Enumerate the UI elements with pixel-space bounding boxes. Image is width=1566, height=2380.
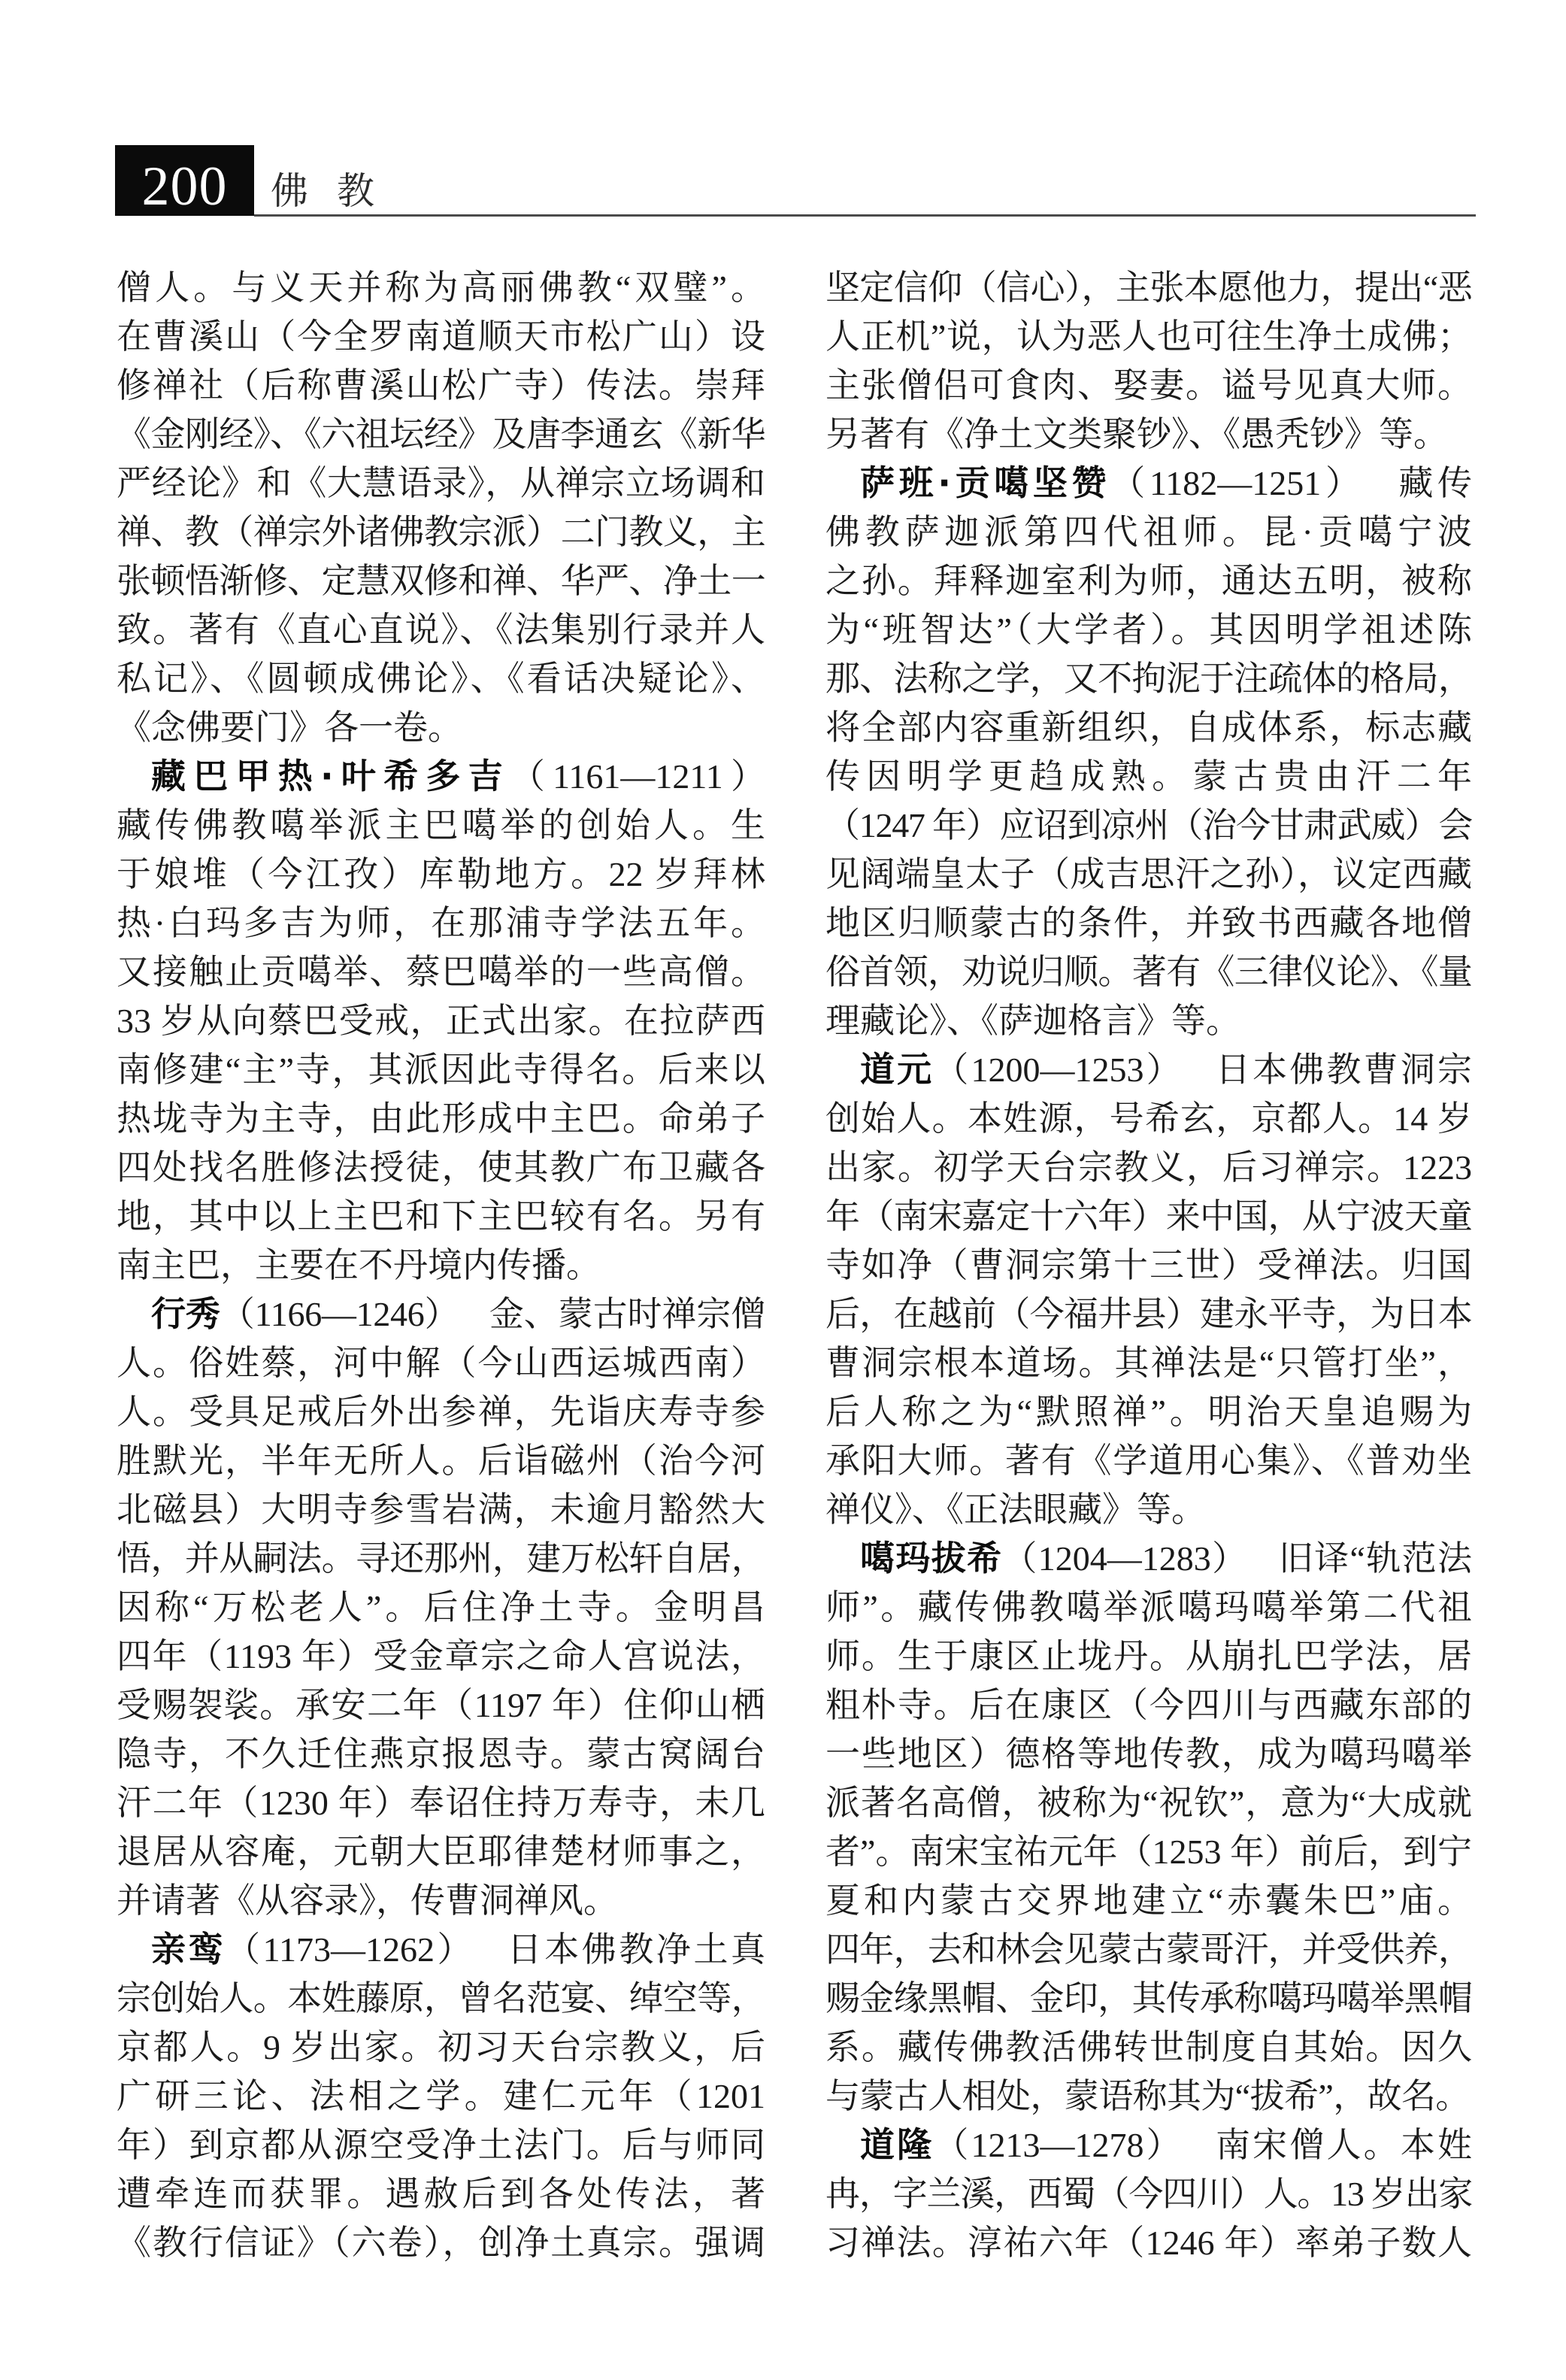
text-line: 胜默光，半年无所人。后诣磁州（治今河 bbox=[117, 1442, 765, 1480]
continued-entry bbox=[117, 263, 765, 752]
page-number bbox=[115, 145, 254, 216]
text-line: 人。受具足戒后外出参禅，先诣庆寿寺参 bbox=[117, 1393, 765, 1431]
text-line: 为“班智达”（大学者）。其因明学祖述陈 bbox=[825, 611, 1472, 649]
text-line: 粗朴寺。后在康区（今四川与西藏东部的 bbox=[825, 1686, 1472, 1724]
entry-lead-text: 日本佛教净土真 bbox=[504, 1930, 766, 1969]
entry-headline bbox=[825, 459, 1472, 508]
text-line: 致。著有《直心直说》、《法集别行录并人 bbox=[117, 611, 765, 649]
text-line: 赐金缘黑帽、金印，其传承称噶玛噶举黑帽 bbox=[825, 1979, 1472, 2018]
text-line: 见阔端皇太子（成吉思汗之孙），议定西藏 bbox=[825, 855, 1472, 893]
text-line: 派著名高僧，被称为“祝钦”，意为“大成就 bbox=[825, 1784, 1472, 1822]
text-line: 广研三论、法相之学。建仁元年（1201 bbox=[117, 2077, 765, 2115]
text-line: 那、法称之学，又不拘泥于注疏体的格局， bbox=[825, 659, 1472, 698]
entry-headword: 行秀 bbox=[151, 1293, 220, 1334]
text-line: 人。俗姓蔡，河中解（今山西运城西南） bbox=[117, 1344, 765, 1382]
entry-headline bbox=[117, 1925, 765, 1974]
entry-dates: （1204—1283） bbox=[1002, 1539, 1248, 1578]
text-line: 汗二年（1230 年）奉诏住持万寿寺，未几 bbox=[117, 1784, 765, 1822]
entry-lead-text: 南宋僧人。本姓 bbox=[1213, 2126, 1473, 2164]
text-line: 传因明学更趋成熟。蒙古贵由汗二年 bbox=[825, 757, 1472, 796]
text-line: 夏和内蒙古交界地建立“赤囊朱巴”庙。 bbox=[825, 1881, 1472, 1920]
text-line: （1247 年）应诏到凉州（治今甘肃武威）会 bbox=[825, 806, 1472, 844]
text-line: 年（南宋嘉定十六年）来中国，从宁波天童 bbox=[825, 1197, 1472, 1235]
text-line: 南修建“主”寺，其派因此寺得名。后来以 bbox=[117, 1051, 765, 1089]
entry-lead-text: 日本佛教曹洞宗 bbox=[1213, 1051, 1473, 1089]
text-line: 并请著《从容录》，传曹洞禅风。 bbox=[117, 1881, 618, 1920]
dictionary-entry bbox=[117, 1290, 765, 1925]
text-line: 又接触止贡噶举、蔡巴噶举的一些高僧。 bbox=[117, 953, 765, 991]
text-line: 四处找名胜修法授徒，使其教广布卫藏各 bbox=[117, 1148, 765, 1187]
text-line: 《教行信证》（六卷），创净土真宗。强调 bbox=[117, 2224, 765, 2262]
text-line: 习禅法。淳祐六年（1246 年）率弟子数人 bbox=[825, 2224, 1472, 2262]
text-line: 另著有《净土文类聚钞》、《愚秃钞》等。 bbox=[825, 415, 1448, 453]
entry-headline bbox=[825, 2121, 1472, 2169]
text-line: 俗首领，劝说归顺。著有《三律仪论》、《量 bbox=[825, 953, 1472, 991]
right-column bbox=[825, 263, 1472, 2267]
dictionary-entry bbox=[117, 752, 765, 1290]
entry-headword: 道隆 bbox=[860, 2124, 934, 2165]
text-line: 一些地区）德格等地传教，成为噶玛噶举 bbox=[825, 1735, 1472, 1773]
text-line: 者”。南宋宝祐元年（1253 年）前后，到宁 bbox=[825, 1833, 1472, 1871]
page-number-text: 200 bbox=[141, 156, 228, 217]
text-line: 冉，字兰溪，西蜀（今四川）人。13 岁出家 bbox=[825, 2175, 1472, 2213]
text-line: 年）到京都从源空受净土法门。后与师同 bbox=[117, 2126, 765, 2164]
text-line: 因称“万松老人”。后住净土寺。金明昌 bbox=[117, 1588, 765, 1627]
text-line: 热垅寺为主寺，由此形成中主巴。命弟子 bbox=[117, 1099, 765, 1138]
text-line: 创始人。本姓源，号希玄，京都人。14 岁 bbox=[825, 1099, 1472, 1138]
entry-headword: 藏巴甲热·叶希多吉 bbox=[151, 756, 510, 796]
text-line: 将全部内容重新组织，自成体系，标志藏 bbox=[825, 708, 1472, 747]
section-title: 佛教 bbox=[271, 169, 403, 213]
text-line: 地，其中以上主巴和下主巴较有名。另有 bbox=[117, 1197, 765, 1235]
text-line: 私记》、《圆顿成佛论》、《看话决疑论》、 bbox=[117, 659, 765, 698]
entry-headword: 亲鸾 bbox=[151, 1929, 226, 1969]
text-line: 师”。藏传佛教噶举派噶玛噶举第二代祖 bbox=[825, 1588, 1472, 1627]
entry-dates: （1182—1251） bbox=[1110, 464, 1365, 502]
text-line: 京都人。9 岁出家。初习天台宗教义，后 bbox=[117, 2028, 765, 2066]
text-line: 后人称之为“默照禅”。明治天皇追赐为 bbox=[825, 1393, 1472, 1431]
entry-headline bbox=[825, 1534, 1472, 1583]
entry-headword: 萨班·贡噶坚赞 bbox=[860, 462, 1111, 503]
header-rule bbox=[254, 214, 1476, 217]
text-line: 承阳大师。著有《学道用心集》、《普劝坐 bbox=[825, 1442, 1472, 1480]
text-line: 曹洞宗根本道场。其禅法是“只管打坐”， bbox=[825, 1344, 1472, 1382]
entry-headline bbox=[117, 1290, 765, 1339]
left-column bbox=[117, 263, 765, 2267]
text-line: 《念佛要门》各一卷。 bbox=[117, 708, 462, 747]
entry-dates: （1166—1246） bbox=[220, 1295, 459, 1333]
text-line: 严经论》和《大慧语录》，从禅宗立场调和 bbox=[117, 464, 765, 502]
text-line: 热·白玛多吉为师，在那浦寺学法五年。 bbox=[117, 904, 765, 942]
text-line: 禅、教（禅宗外诸佛教宗派）二门教义，主 bbox=[117, 513, 765, 551]
text-line: 四年，去和林会见蒙古蒙哥汗，并受供养， bbox=[825, 1930, 1472, 1969]
continued-entry bbox=[825, 263, 1472, 459]
dictionary-entry bbox=[117, 1925, 765, 2267]
text-line: 宗创始人。本姓藤原，曾名范宴、绰空等， bbox=[117, 1979, 765, 2018]
text-line: 隐寺，不久迁住燕京报恩寺。蒙古窝阔台 bbox=[117, 1735, 765, 1773]
text-line: 《金刚经》、《六祖坛经》及唐李通玄《新华 bbox=[117, 415, 765, 453]
text-line: 主张僧侣可食肉、娶妻。谥号见真大师。 bbox=[825, 366, 1472, 405]
entry-dates: （1161—1211） bbox=[510, 757, 765, 796]
text-line: 佛教萨迦派第四代祖师。昆·贡噶宁波 bbox=[825, 513, 1472, 551]
text-line: 系。藏传佛教活佛转世制度自其始。因久 bbox=[825, 2028, 1472, 2066]
entry-dates: （1173—1262） bbox=[226, 1930, 475, 1969]
text-line: 遭牵连而获罪。遇赦后到各处传法，著 bbox=[117, 2175, 765, 2213]
text-line: 于娘堆（今江孜）库勒地方。22 岁拜林 bbox=[117, 855, 765, 893]
entry-lead-text: 金、蒙古时禅宗僧 bbox=[489, 1295, 766, 1333]
entry-dates: （1213—1278） bbox=[934, 2126, 1183, 2164]
entry-headline bbox=[825, 1045, 1472, 1094]
text-line: 后，在越前（今福井县）建永平寺，为日本 bbox=[825, 1295, 1472, 1333]
entry-headword: 噶玛拔希 bbox=[860, 1538, 1003, 1578]
text-line: 退居从容庵，元朝大臣耶律楚材师事之， bbox=[117, 1833, 765, 1871]
entry-lead-text: 旧译“轨范法 bbox=[1277, 1539, 1473, 1578]
text-line: 藏传佛教噶举派主巴噶举的创始人。生 bbox=[117, 806, 765, 844]
text-line: 地区归顺蒙古的条件，并致书西藏各地僧 bbox=[825, 904, 1472, 942]
text-line: 四年（1193 年）受金章宗之命人宫说法， bbox=[117, 1637, 765, 1675]
text-line: 之孙。拜释迦室利为师，通达五明，被称 bbox=[825, 562, 1472, 600]
entry-headline bbox=[117, 752, 765, 801]
text-line: 南主巴，主要在不丹境内传播。 bbox=[117, 1246, 601, 1284]
text-line: 寺如净（曹洞宗第十三世）受禅法。归国 bbox=[825, 1246, 1472, 1284]
text-line: 禅仪》、《正法眼藏》等。 bbox=[825, 1490, 1206, 1529]
text-line: 受赐袈裟。承安二年（1197 年）住仰山栖 bbox=[117, 1686, 765, 1724]
text-line: 悟，并从嗣法。寻还那州，建万松轩自居， bbox=[117, 1539, 765, 1578]
dictionary-entry bbox=[825, 1045, 1472, 1534]
dictionary-entry bbox=[825, 1534, 1472, 2121]
entry-lead-text: 藏传 bbox=[1394, 464, 1473, 502]
text-line: 北磁县）大明寺参雪岩满，未逾月豁然大 bbox=[117, 1490, 765, 1529]
text-line: 理藏论》、《萨迦格言》等。 bbox=[825, 1002, 1240, 1040]
text-line: 33 岁从向蔡巴受戒，正式出家。在拉萨西 bbox=[117, 1002, 765, 1040]
text-line: 张顿悟渐修、定慧双修和禅、华严、净土一 bbox=[117, 562, 765, 600]
entry-dates: （1200—1253） bbox=[934, 1051, 1183, 1089]
text-line: 出家。初学天台宗教义，后习禅宗。1223 bbox=[825, 1148, 1472, 1187]
dictionary-entry bbox=[825, 2121, 1472, 2267]
text-line: 僧人。与义天并称为高丽佛教“双璧”。 bbox=[117, 268, 765, 307]
text-line: 坚定信仰（信心），主张本愿他力，提出“恶 bbox=[825, 268, 1472, 307]
text-line: 师。生于康区止垅丹。从崩扎巴学法，居 bbox=[825, 1637, 1472, 1675]
dictionary-entry bbox=[825, 459, 1472, 1045]
entry-headword: 道元 bbox=[860, 1049, 934, 1090]
text-line: 人正机”说，认为恶人也可往生净土成佛； bbox=[825, 317, 1472, 356]
text-line: 修禅社（后称曹溪山松广寺）传法。崇拜 bbox=[117, 366, 765, 405]
text-line: 与蒙古人相处，蒙语称其为“拔希”，故名。 bbox=[825, 2077, 1470, 2115]
text-line: 在曹溪山（今全罗南道顺天市松广山）设 bbox=[117, 317, 765, 356]
